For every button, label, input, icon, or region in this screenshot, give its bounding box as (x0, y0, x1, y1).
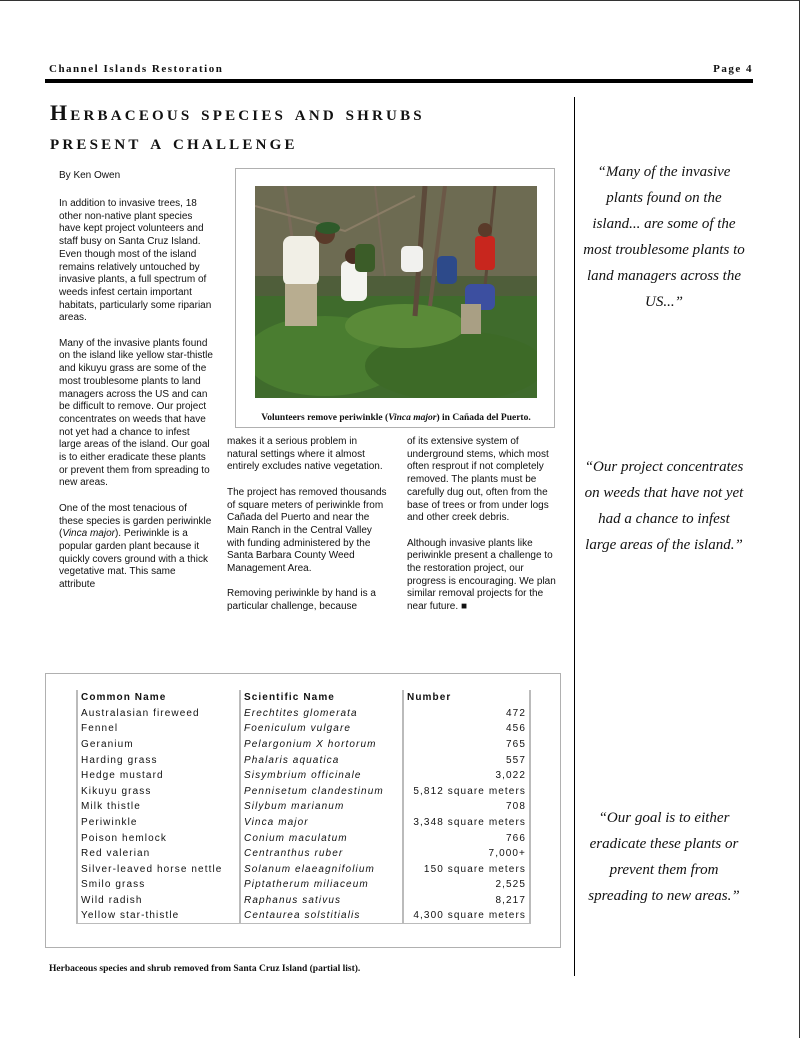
photo-frame (235, 168, 555, 428)
article-column-3 (407, 436, 557, 627)
sidebar-divider (574, 97, 575, 976)
column-header: Number (403, 690, 530, 706)
newsletter-name: Channel Islands Restoration (49, 63, 224, 75)
table-header-row (77, 690, 530, 706)
table-row: Silver-leaved horse nettle Solanum elaeagnifolium 150 square meters (77, 862, 530, 878)
photo-caption: Volunteers remove periwinkle (Vinca major) in Cañada del Puerto. (261, 413, 531, 423)
page-number: Page 4 (713, 63, 753, 75)
table-row: Kikuyu grass Pennisetum clandestinum 5,812 square meters (77, 784, 530, 800)
table-row: Fennel Foeniculum vulgare 456 (77, 721, 530, 737)
table-row: Milk thistle Silybum marianum 708 (77, 799, 530, 815)
article-title-line2: present a challenge (50, 129, 298, 154)
page-header (49, 63, 753, 77)
article-column-1 (59, 198, 214, 604)
table-row: Poison hemlock Conium maculatum 766 (77, 830, 530, 846)
table-row: Wild radish Raphanus sativus 8,217 (77, 893, 530, 909)
pull-quote: “Many of the invasive plants found on the island... are some of the most troublesome plants to land managers across the US...” (583, 164, 745, 310)
table-row: Red valerian Centranthus ruber 7,000+ (77, 846, 530, 862)
paragraph: One of the most tenacious of these species is garden periwinkle (Vinca major). Periwinkle is a popular garden plant because it quickly covers ground with a thick vegetative mat. This same attribute (59, 502, 212, 591)
paragraph: The project has removed thousands of square meters of periwinkle from Cañada del Puerto and near the Main Ranch in the Central Valley with funding administered by the Santa Barbara County Weed Management Area. (227, 486, 387, 575)
paragraph: makes it a serious problem in natural settings where it almost entirely excludes native vegetation. (227, 436, 383, 473)
article-title-line1: Herbaceous species and shrubs (50, 100, 425, 125)
paragraph: Removing periwinkle by hand is a particular challenge, because (227, 588, 376, 613)
table-row: Australasian fireweed Erechtites glomerata 472 (77, 706, 530, 722)
end-mark: ■ (460, 601, 467, 613)
column-header: Common Name (77, 690, 240, 706)
article-column-2 (227, 436, 390, 627)
volunteers-photo (255, 186, 537, 398)
pull-quote: “Our project concentrates on weeds that have not yet had a chance to infest large areas of the island.” (584, 459, 744, 553)
paragraph: Although invasive plants like periwinkle present a challenge to the restoration project, our progress is encouraging. We plan similar removal projects for the near future. ■ (407, 537, 556, 613)
paragraph: Many of the invasive plants found on the island like yellow star-thistle and kikuyu grass are some of the most troublesome plants to land managers across the US and can be difficult to remove. Our project concentrates on weeds that have not yet had a chance to infest large areas of the island. Our goal is to either eradicate these plants or prevent them from spreading to new areas. (59, 337, 213, 489)
byline: By Ken Owen (59, 170, 121, 181)
table-caption: Herbaceous species and shrub removed from Santa Cruz Island (partial list). (49, 964, 361, 974)
table-row: Geranium Pelargonium X hortorum 765 (77, 737, 530, 753)
table-row: Harding grass Phalaris aquatica 557 (77, 752, 530, 768)
species-table (76, 690, 531, 924)
table-row: Smilo grass Piptatherum miliaceum 2,525 (77, 877, 530, 893)
header-rule (45, 79, 753, 83)
table-row: Yellow star-thistle Centaurea solstitialis 4,300 square meters (77, 908, 530, 924)
pull-quote: “Our goal is to either eradicate these plants or prevent them from spreading to new areas.” (588, 810, 740, 904)
paragraph: of its extensive system of underground stems, which most often resprout if not completely removed. The plants must be carefully dug out, often from the base of trees or from under logs and other creek debris. (407, 436, 549, 524)
table-row: Periwinkle Vinca major 3,348 square meters (77, 815, 530, 831)
table-row: Hedge mustard Sisymbrium officinale 3,022 (77, 768, 530, 784)
paragraph: In addition to invasive trees, 18 other non-native plant species have kept project volunteers and staff busy on Santa Cruz Island. Even though most of the island remains relatively untouched by invasive plants, a full spectrum of weeds infest certain important habitats, particularly some riparian areas. (59, 198, 212, 324)
column-header: Scientific Name (240, 690, 403, 706)
article-title (50, 98, 570, 156)
